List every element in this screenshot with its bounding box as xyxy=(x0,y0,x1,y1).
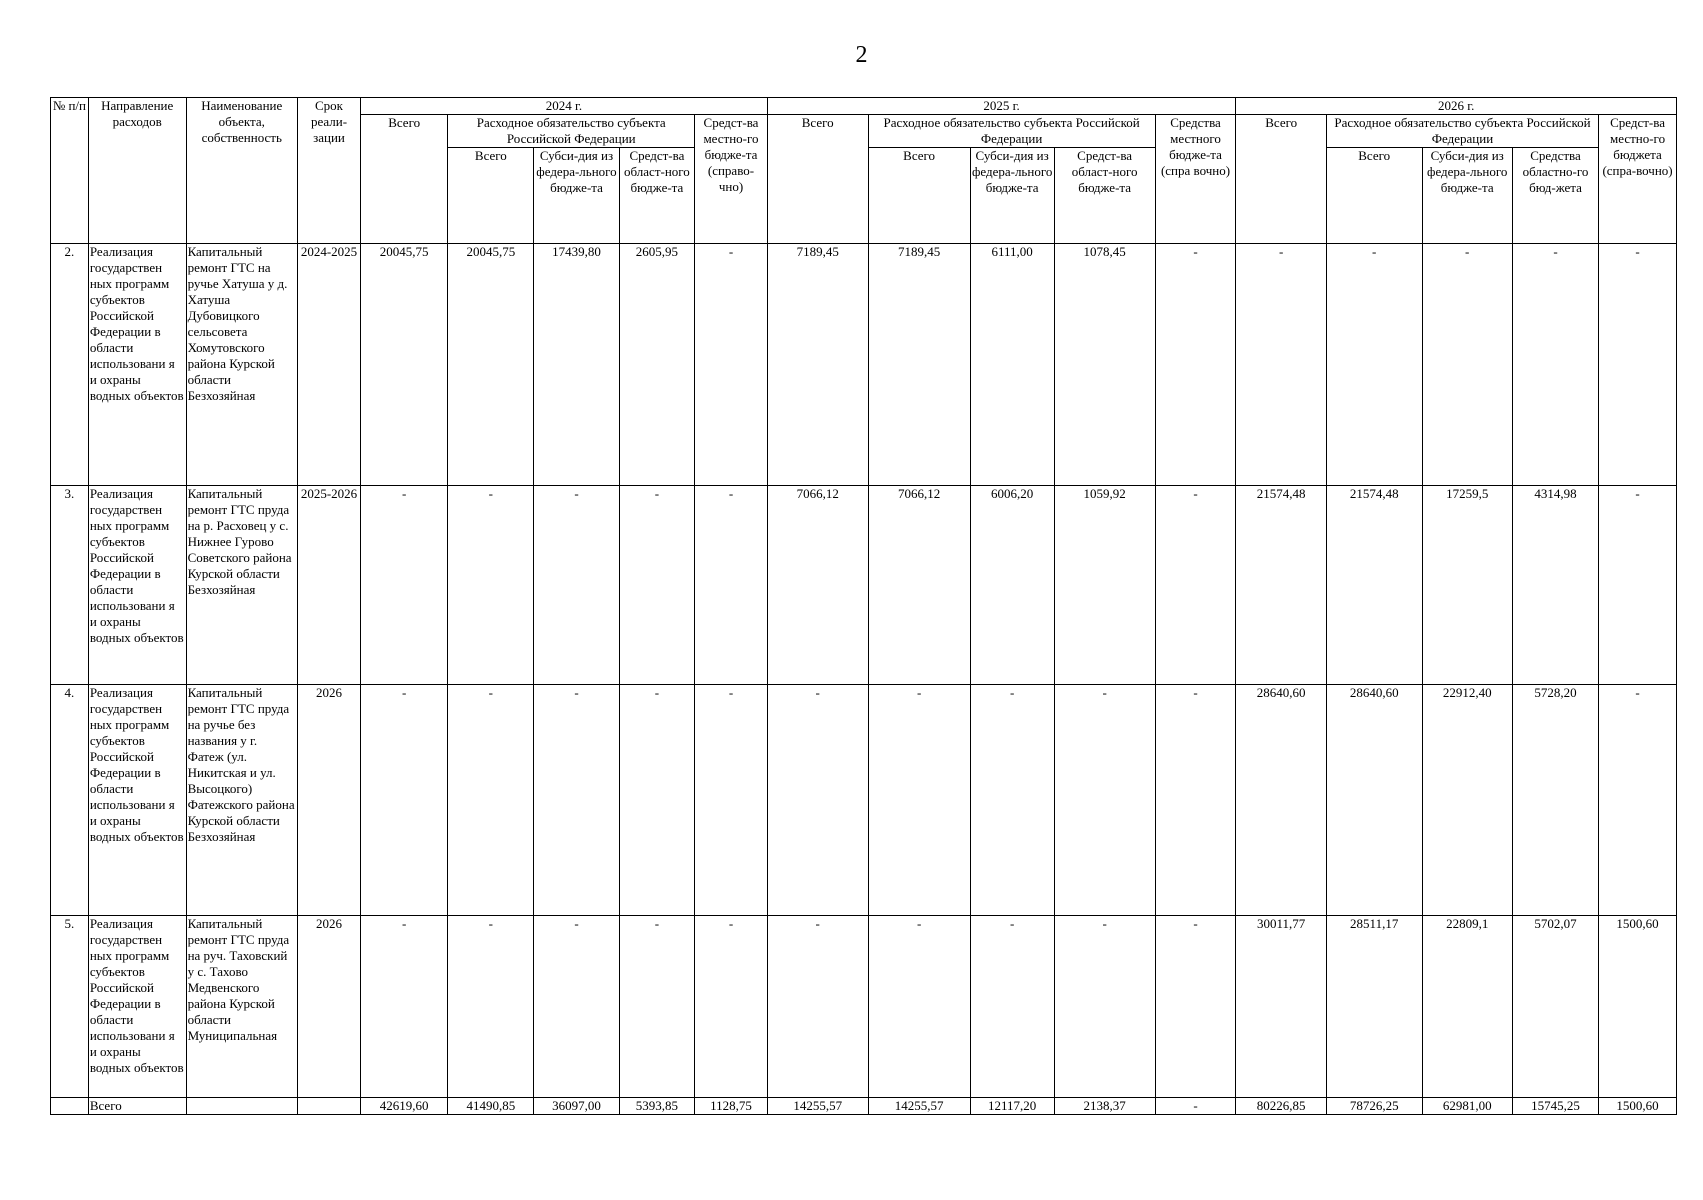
cell-value: 17259,5 xyxy=(1422,486,1512,684)
row-object: Капитальный ремонт ГТС пруда на ручье без названия у г. Фатеж (ул. Никитская и ул. Высоцкого) Фатежского района Курской области Безхозяйная xyxy=(186,684,297,915)
cell-value: - xyxy=(868,684,970,915)
cell-value: 28640,60 xyxy=(1236,684,1326,915)
cell-value: 4314,98 xyxy=(1512,486,1598,684)
header-local-2025: Средства местного бюдже-та (спра вочно) xyxy=(1155,115,1236,244)
cell-value: - xyxy=(361,486,448,684)
row-direction: Реализация государствен ных программ субъектов Российской Федерации в области использовани я и охраны водных объектов xyxy=(88,486,186,684)
cell-value: 28640,60 xyxy=(1326,684,1422,915)
total-row xyxy=(51,1097,1677,1114)
cell-value: - xyxy=(448,486,534,684)
header-local-2026: Средст-ва местно-го бюджета (спра-вочно) xyxy=(1599,115,1677,244)
cell-value: - xyxy=(970,684,1054,915)
cell-value: - xyxy=(767,684,868,915)
header-federal-2024: Субси-дия из федера-льного бюдже-та xyxy=(534,148,619,244)
header-regional-2025: Средст-ва област-ного бюдже-та xyxy=(1054,148,1155,244)
row-term: 2026 xyxy=(297,915,360,1097)
cell-value: 2605,95 xyxy=(619,244,695,486)
cell-value: - xyxy=(619,684,695,915)
cell-value: 21574,48 xyxy=(1236,486,1326,684)
cell-value: 6111,00 xyxy=(970,244,1054,486)
cell-value: - xyxy=(619,486,695,684)
total-value: 41490,85 xyxy=(448,1097,534,1114)
cell-value: 17439,80 xyxy=(534,244,619,486)
header-federal-2025: Субси-дия из федера-льного бюдже-та xyxy=(970,148,1054,244)
row-direction: Реализация государствен ных программ субъектов Российской Федерации в области использовани я и охраны водных объектов xyxy=(88,684,186,915)
total-value: 62981,00 xyxy=(1422,1097,1512,1114)
header-row-years xyxy=(51,98,1677,115)
total-value: 78726,25 xyxy=(1326,1097,1422,1114)
cell-value: - xyxy=(1054,915,1155,1097)
cell-value: - xyxy=(1054,684,1155,915)
row-object: Капитальный ремонт ГТС пруда на руч. Таховский у с. Тахово Медвенского района Курской области Муниципальная xyxy=(186,915,297,1097)
header-object: Наименование объекта, собственность xyxy=(186,98,297,244)
cell-value: 7066,12 xyxy=(868,486,970,684)
total-label: Всего xyxy=(88,1097,186,1114)
row-term: 2025-2026 xyxy=(297,486,360,684)
cell-value: 20045,75 xyxy=(448,244,534,486)
header-obligation-2025: Расходное обязательство субъекта Российской Федерации xyxy=(868,115,1155,148)
table-row xyxy=(51,486,1677,684)
total-num-empty xyxy=(51,1097,89,1114)
total-value: 5393,85 xyxy=(619,1097,695,1114)
row-term: 2024-2025 xyxy=(297,244,360,486)
header-total-2024: Всего xyxy=(361,115,448,244)
cell-value: 28511,17 xyxy=(1326,915,1422,1097)
header-local-2024: Средст-ва местно-го бюдже-та (справо-чно) xyxy=(695,115,768,244)
total-value: 12117,20 xyxy=(970,1097,1054,1114)
cell-value: 5702,07 xyxy=(1512,915,1598,1097)
cell-value: - xyxy=(448,915,534,1097)
header-subtotal-2024: Всего xyxy=(448,148,534,244)
cell-value: - xyxy=(1155,915,1236,1097)
cell-value: - xyxy=(534,486,619,684)
cell-value: - xyxy=(1599,486,1677,684)
total-value: 36097,00 xyxy=(534,1097,619,1114)
total-value: 15745,25 xyxy=(1512,1097,1598,1114)
header-regional-2026: Средства областно-го бюд-жета xyxy=(1512,148,1598,244)
page-number: 2 xyxy=(855,42,868,68)
header-num: № п/п xyxy=(51,98,89,244)
budget-table xyxy=(50,97,1677,1115)
header-year-2026: 2026 г. xyxy=(1236,98,1677,115)
header-subtotal-2026: Всего xyxy=(1326,148,1422,244)
cell-value: 7189,45 xyxy=(767,244,868,486)
cell-value: - xyxy=(534,684,619,915)
cell-value: - xyxy=(1326,244,1422,486)
row-num: 5. xyxy=(51,915,89,1097)
cell-value: - xyxy=(1236,244,1326,486)
cell-value: - xyxy=(619,915,695,1097)
header-year-2025: 2025 г. xyxy=(767,98,1236,115)
total-value: 14255,57 xyxy=(767,1097,868,1114)
row-direction: Реализация государствен ных программ субъектов Российской Федерации в области использовани я и охраны водных объектов xyxy=(88,915,186,1097)
row-term: 2026 xyxy=(297,684,360,915)
cell-value: - xyxy=(1599,684,1677,915)
header-term: Срок реали-зации xyxy=(297,98,360,244)
header-total-2025: Всего xyxy=(767,115,868,244)
cell-value: - xyxy=(1512,244,1598,486)
cell-value: 22912,40 xyxy=(1422,684,1512,915)
cell-value: - xyxy=(767,915,868,1097)
total-term-empty xyxy=(297,1097,360,1114)
cell-value: - xyxy=(695,486,768,684)
total-value: - xyxy=(1155,1097,1236,1114)
cell-value: 21574,48 xyxy=(1326,486,1422,684)
header-obligation-2024: Расходное обязательство субъекта Российской Федерации xyxy=(448,115,695,148)
cell-value: 22809,1 xyxy=(1422,915,1512,1097)
total-value: 80226,85 xyxy=(1236,1097,1326,1114)
cell-value: 30011,77 xyxy=(1236,915,1326,1097)
header-subtotal-2025: Всего xyxy=(868,148,970,244)
total-object-empty xyxy=(186,1097,297,1114)
cell-value: - xyxy=(695,915,768,1097)
row-object: Капитальный ремонт ГТС на ручье Хатуша у д. Хатуша Дубовицкого сельсовета Хомутовского района Курской области Безхозяйная xyxy=(186,244,297,486)
cell-value: - xyxy=(695,684,768,915)
cell-value: 1500,60 xyxy=(1599,915,1677,1097)
cell-value: 5728,20 xyxy=(1512,684,1598,915)
total-value: 2138,37 xyxy=(1054,1097,1155,1114)
cell-value: - xyxy=(361,684,448,915)
row-num: 3. xyxy=(51,486,89,684)
row-object: Капитальный ремонт ГТС пруда на р. Расховец у с. Нижнее Гурово Советского района Курской области Безхозяйная xyxy=(186,486,297,684)
total-value: 1500,60 xyxy=(1599,1097,1677,1114)
cell-value: 20045,75 xyxy=(361,244,448,486)
header-total-2026: Всего xyxy=(1236,115,1326,244)
cell-value: - xyxy=(1155,684,1236,915)
row-num: 4. xyxy=(51,684,89,915)
cell-value: 1078,45 xyxy=(1054,244,1155,486)
total-value: 42619,60 xyxy=(361,1097,448,1114)
table-row xyxy=(51,915,1677,1097)
cell-value: - xyxy=(361,915,448,1097)
cell-value: 7066,12 xyxy=(767,486,868,684)
total-value: 1128,75 xyxy=(695,1097,768,1114)
header-year-2024: 2024 г. xyxy=(361,98,768,115)
cell-value: - xyxy=(1155,486,1236,684)
header-regional-2024: Средст-ва област-ного бюдже-та xyxy=(619,148,695,244)
row-direction: Реализация государствен ных программ субъектов Российской Федерации в области использовани я и охраны водных объектов xyxy=(88,244,186,486)
header-federal-2026: Субси-дия из федера-льного бюдже-та xyxy=(1422,148,1512,244)
cell-value: 6006,20 xyxy=(970,486,1054,684)
header-direction: Направление расходов xyxy=(88,98,186,244)
header-obligation-2026: Расходное обязательство субъекта Российской Федерации xyxy=(1326,115,1598,148)
cell-value: - xyxy=(534,915,619,1097)
row-num: 2. xyxy=(51,244,89,486)
table-row xyxy=(51,244,1677,486)
cell-value: - xyxy=(1599,244,1677,486)
cell-value: - xyxy=(1155,244,1236,486)
cell-value: - xyxy=(1422,244,1512,486)
cell-value: - xyxy=(970,915,1054,1097)
cell-value: 7189,45 xyxy=(868,244,970,486)
cell-value: - xyxy=(868,915,970,1097)
cell-value: 1059,92 xyxy=(1054,486,1155,684)
cell-value: - xyxy=(448,684,534,915)
cell-value: - xyxy=(695,244,768,486)
table-row xyxy=(51,684,1677,915)
total-value: 14255,57 xyxy=(868,1097,970,1114)
